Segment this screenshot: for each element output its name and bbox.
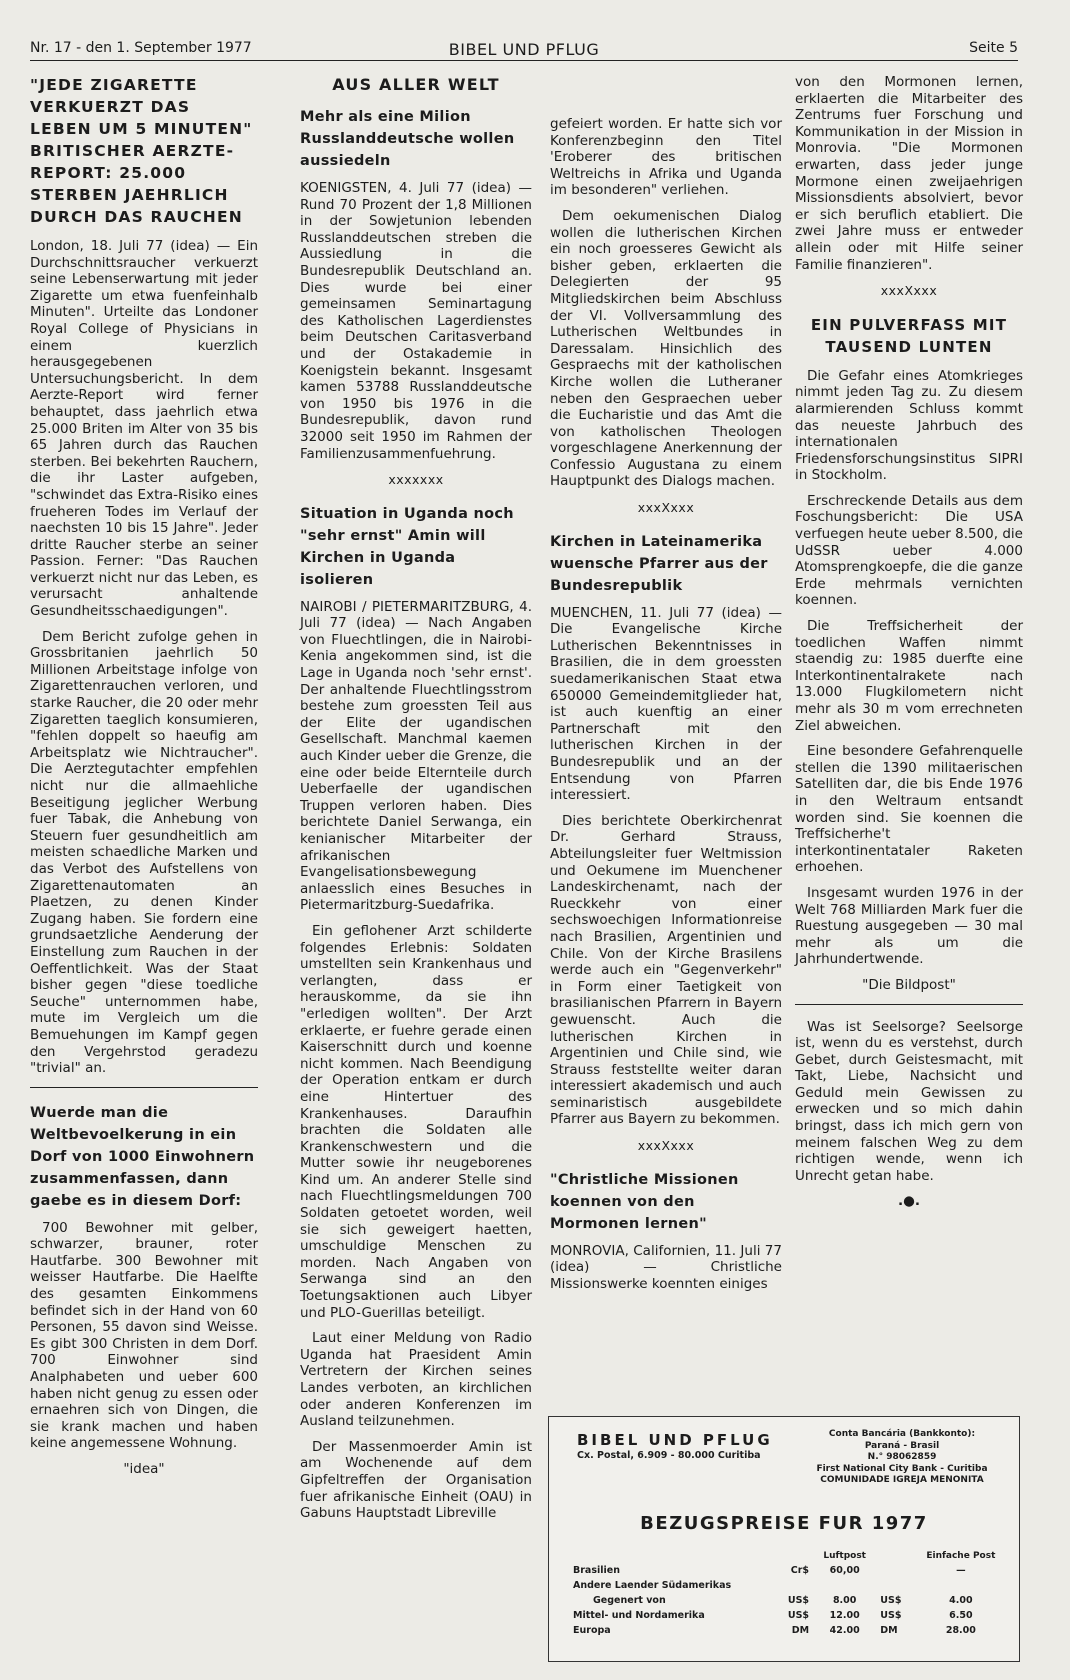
article-paragraph: Ein geflohener Arzt schilderte folgendes Erlebnis: Soldaten umstellten sein Krankenhaus und verlangten, dass er herauskomme, da sie ihn "erledigen wollten". Der Arzt erklaerte, er fuehre gerade einen Kaiserschnitt durch und koenne nicht kommen. Nach Beendigung der Operation entkam er durch eine Hintertuer des Krankenhauses. Daraufhin brachten die Soldaten alle Krankenschwestern und die Mutter sowie ihr neugeborenes Kind um. An anderer Stelle sind nach Fluechtlingsmeldungen 700 Soldaten getoetet worden, weil sie sich geweigert haetten, umschuldige Menschen zu morden. Nach Angaben von Serwanga sind an den Toetungsaktionen auch Libyer und PLO-Guerillas beteiligt. bbox=[300, 922, 532, 1321]
column-1 bbox=[30, 74, 258, 1478]
price-title: BEZUGSPREISE FUR 1977 bbox=[640, 1513, 928, 1534]
bank-line: Paraná - Brasil bbox=[864, 1440, 940, 1451]
article-paragraph: Dies berichtete Oberkirchenrat Dr. Gerhard Strauss, Abteilungsleiter fuer Weltmission und Oekumene im Muenchener Landeskirchenamt, nach der Rueckkehr von einer sechswoechigen Informationreise nach Brasilien, Argentinien und Chile. Von der Kirche Brasilens werde auch ein "Gegenverkehr" in Form einer Taetigkeit von brasilianischen Pfarrern in Bayern gewuenscht. Auch die lutherischen Kirchen in Argentinien und Chile sind, wie Strauss feststellte weiter daran interessiert akademisch und auch seminaristisch ausgebildete Pfarrer aus Bayern zu bekommen. bbox=[550, 812, 782, 1128]
subscription-box bbox=[548, 1416, 1020, 1662]
price-air: 60,00 bbox=[829, 1565, 860, 1576]
currency: DM bbox=[880, 1625, 898, 1636]
article-paragraph: Dem oekumenischen Dialog wollen die lutherischen Kirchen ein noch groesseres Gewicht als bisher geben, erklaerten die Delegierten der 95 Mitgliedskirchen beim Abschluss der VI. Vollversammlung des Lutherischen Weltbundes in Daressalam. Hinsichlich des Gespraechs mit der katholischen Kirche wollen die Lutheraner neben den Gespraechen ueber die Eucharistie und das Amt die von katholischen Theologen vorgeschlagene Anerkennung der Confessio Augustana zu einem Hauptpunkt des Dialogs machen. bbox=[550, 207, 782, 490]
price-table bbox=[569, 1549, 1009, 1638]
issue-date: Nr. 17 - den 1. September 1977 bbox=[30, 40, 252, 56]
article-paragraph: von den Mormonen lernen, erklaerten die Mitarbeiter des Zentrums fuer Forschung und Kommunikation in der Mission in Monrovia. "Die Mormonen erwarten, dass jeder junge Mormone einen zweijaehrigen Missionsdients absolviert, bevor er sich beruflich etabliert. Die zwei Jahre muss er entweder allein oder mit Hilfe seiner Familie finanzieren". bbox=[795, 74, 1023, 273]
price-surface: 6.50 bbox=[949, 1610, 973, 1621]
headline-pulverfass: EIN PULVERFASS MIT TAUSEND LUNTEN bbox=[810, 315, 1008, 356]
article-paragraph: Insgesamt wurden 1976 in der Welt 768 Milliarden Mark fuer die Ruestung ausgegeben — 30 mal mehr als um die Jahrhundertwende. bbox=[795, 884, 1023, 968]
price-air: 12.00 bbox=[829, 1610, 860, 1621]
article-paragraph: MONROVIA, Californien, 11. Juli 77 (idea) — Christliche Missionswerke koennten einiges bbox=[550, 1242, 782, 1292]
article-paragraph: London, 18. Juli 77 (idea) — Ein Durchschnittsraucher verkuerzt seine Lebenserwartung mit jeder Zigarette um etwa fuenfeinhalb Minuten". Urteilte das Londoner Royal College of Physicians in einem kuerzlich herausgegebenen Untersuchungsbericht. In dem Aerzte-Report wird ferner behauptet, dass jaehrlich etwa 25.000 Briten im Alter von 35 bis 65 Jahren durch das Rauchen sterben. Bei bekehrten Rauchern, die ihr Laster aufgeben, "schwindet das Extra-Risiko eines frueheren Todes im Verlauf der naechsten 10 bis 15 Jahre". Jeder dritte Raucher sterbe an seiner Passion. Ferner: "Das Rauchen verkuerzt nicht nur das Leben, es verursacht anhaltende Gesundheitsschaedigungen". bbox=[30, 238, 258, 620]
currency: US$ bbox=[787, 1610, 810, 1621]
page-number: Seite 5 bbox=[969, 40, 1018, 56]
currency: US$ bbox=[880, 1595, 902, 1606]
col-surface: Einfache Post bbox=[926, 1551, 996, 1561]
headline-village: Wuerde man die Weltbevoelkerung in ein Dorf von 1000 Einwohnern zusammenfassen, dann gaebe es in diesem Dorf: bbox=[30, 1104, 255, 1209]
ornament: .●. bbox=[897, 1193, 921, 1210]
article-paragraph: Laut einer Meldung von Radio Uganda hat Praesident Amin Vertretern der Kirchen seines Landes verboten, an kirchlichen oder anderen Konferenzen im Ausland teilzunehmen. bbox=[300, 1330, 532, 1430]
currency: Cr$ bbox=[790, 1565, 810, 1576]
region-label: Mittel- und Nordamerika bbox=[573, 1610, 705, 1621]
divider bbox=[30, 1087, 258, 1088]
article-paragraph: Die Gefahr eines Atomkrieges nimmt jeden Tag zu. Zu diesem alarmierenden Schluss kommt das neueste Jahrbuch des internationalen Friedensforschungsinstitus SIPRI in Stockholm. bbox=[795, 367, 1023, 484]
currency bbox=[876, 1578, 912, 1593]
currency: US$ bbox=[787, 1595, 810, 1606]
article-paragraph: Der Massenmoerder Amin ist am Wochenende auf dem Gipfeltreffen der Organisation fuer afrikanische Einheit (OAU) in Gabuns Hauptstadt Libreville bbox=[300, 1438, 532, 1522]
ad-bank-info bbox=[797, 1429, 1007, 1487]
separator: xxxXxxx bbox=[880, 283, 938, 299]
article-paragraph: Die Treffsicherheit der toedlichen Waffen nimmt staendig zu: 1985 duerfte eine Interkontinentalrakete nach 13.000 Flugkilometern nicht mehr als 30 m vom errechneten Ziel abweichen. bbox=[795, 618, 1023, 734]
newspaper-title: BIBEL UND PFLUG bbox=[448, 40, 600, 59]
article-paragraph: KOENIGSTEN, 4. Juli 77 (idea) — Rund 70 Prozent der 1,8 Millionen in der Sowjetunion lebenden Russlanddeutschen streben die Aussiedlung in die Bundesrepublik Deutschland an. Dies wurde bei einer gemeinsamen Seminartagung des Katholischen Lagerdienstes beim Deutschen Caritasverband und der Ostakademie in Koenigstein bekannt. Insgesamt kamen 53788 Russlanddeutsche von 1950 bis 1976 in die Bundesrepublik, davon rund 32000 seit 1950 im Rahmen der Familienzusammenfuehrung. bbox=[300, 180, 532, 462]
headline-lateinamerika: Kirchen in Lateinamerika wuensche Pfarrer aus der Bundesrepublik bbox=[550, 533, 768, 594]
headline-smoking: "JEDE ZIGARETTE VERKUERZT DAS LEBEN UM 5 MINUTEN" BRITISCHER AERZTE-REPORT: 25.000 STERBEN JAEHRLICH DURCH DAS RAUCHEN bbox=[30, 76, 253, 226]
price-row bbox=[569, 1608, 1009, 1623]
price-surface: 28.00 bbox=[945, 1625, 976, 1636]
headline-russlanddeutsche: Mehr als eine Milion Russlanddeutsche wollen aussiedeln bbox=[300, 109, 515, 169]
article-paragraph: MUENCHEN, 11. Juli 77 (idea) — Die Evangelische Kirche Lutherischen Bekenntnisses in Brasilien, die in dem groessten suedamerikanischen Staat etwa 650000 Gemeindemitglieder hat, ist auch kuenftig an einer Partnerschaft mit den lutherischen Kirchen in der Bundesrepublik und an der Entsendung von Pfarren interessiert. bbox=[550, 604, 782, 804]
source-signature: "Die Bildpost" bbox=[862, 976, 956, 993]
region-label: Andere Laender Südamerikas bbox=[573, 1580, 732, 1591]
currency bbox=[777, 1578, 813, 1593]
price-row bbox=[569, 1593, 1009, 1608]
bank-line: Conta Bancária (Bankkonto): bbox=[828, 1429, 976, 1439]
region-label: Brasilien bbox=[573, 1565, 620, 1576]
article-paragraph: gefeiert worden. Er hatte sich vor Konferenzbeginn den Titel 'Eroberer des britischen Weltreichs in Afrika und Uganda im besonderen" verliehen. bbox=[550, 116, 782, 199]
price-row bbox=[569, 1623, 1009, 1638]
column-3 bbox=[550, 74, 782, 1301]
price-surface: — bbox=[956, 1565, 966, 1576]
price-air bbox=[813, 1578, 876, 1593]
currency bbox=[876, 1563, 912, 1578]
price-row bbox=[569, 1563, 1009, 1578]
region-label: Gegenert von bbox=[593, 1595, 666, 1606]
price-air: 8.00 bbox=[832, 1595, 857, 1606]
ad-brand: BIBEL UND PFLUG bbox=[577, 1431, 773, 1449]
column-2 bbox=[300, 74, 532, 1531]
bank-line: N.° 98062859 bbox=[867, 1452, 937, 1462]
price-air: 42.00 bbox=[829, 1625, 860, 1636]
divider bbox=[795, 1004, 1023, 1005]
article-paragraph: Was ist Seelsorge? Seelsorge ist, wenn du es verstehst, durch Gebet, durch Geistesmacht, mit Takt, Liebe, Nachsicht und Geduld mein Gewissen zu erwecken und so mich dahin bringst, dass ich mich gern von meinem falschen Weg zu dem richtigen wende, wenn ich Unrecht getan habe. bbox=[795, 1018, 1023, 1184]
article-paragraph: Dem Bericht zufolge gehen in Grossbritanien jaehrlich 50 Millionen Arbeitstage infolge von Zigarettenrauchen verloren, und starke Raucher, die 20 oder mehr Zigaretten taeglich konsumieren, "fehlen doppelt so haeufig am Arbeitsplatz wie Nichtraucher". Die Aerztegutachter empfehlen nicht nur die allmaehliche Beseitigung jeglicher Werbung fuer Tabak, die Anhebung von Steuern fuer gesundheitlich am meisten schaedliche Marken und das Verbot des Aufstellens von Zigarettenautomaten an Plaetzen, zu denen Kinder Zugang haben. Sie fordern eine grundsaetzliche Aenderung der Einstellung zum Rauchen in der Oeffentlichkeit. Was der Staat bisher gegen "diese toedliche Seuche" unternommen habe, mute im Vergleich um die Bemuehungen im Kampf gegen den Vergehrstod geradezu "trivial" an. bbox=[30, 628, 258, 1077]
article-paragraph: Eine besondere Gefahrenquelle stellen die 1390 militaerischen Satelliten dar, die bis Ende 1976 in den Weltraum entsandt worden sind. Sie koennen die Treffsicherhe't interkontinentataler Raketen erhoehen. bbox=[795, 743, 1023, 876]
bank-line: COMUNIDADE IGREJA MENONITA bbox=[820, 1475, 984, 1485]
col-airmail: Luftpost bbox=[823, 1551, 866, 1561]
separator: xxxxxxx bbox=[388, 472, 444, 488]
region-label: Europa bbox=[573, 1625, 611, 1636]
separator: xxxXxxx bbox=[637, 500, 695, 516]
page-header bbox=[30, 38, 1018, 61]
headline-uganda: Situation in Uganda noch "sehr ernst" Amin will Kirchen in Uganda isolieren bbox=[300, 505, 514, 588]
source-signature: "idea" bbox=[123, 1461, 165, 1477]
article-paragraph: 700 Bewohner mit gelber, schwarzer, brauner, roter Hautfarbe. 300 Bewohner mit weisser Hautfarbe. Die Haelfte des gesamten Einkommens befindet sich in der Hand von 60 Personen, 55 davon sind Weisse. Es gibt 300 Christen in dem Dorf. 700 Einwohner sind Analphabeten und ueber 600 haben nicht genug zu essen oder ernaehren sich von Dingen, die sie krank machen und haben keine angemessene Wohnung. bbox=[30, 1219, 258, 1452]
headline-mormonen: "Christliche Missionen koennen von den Mormonen lernen" bbox=[550, 1171, 739, 1232]
separator: xxxXxxx bbox=[637, 1138, 695, 1154]
bank-line: First National City Bank - Curitiba bbox=[816, 1463, 988, 1474]
column-4 bbox=[795, 74, 1023, 1210]
ad-postbox: Cx. Postal, 6.909 - 80.000 Curitiba bbox=[577, 1450, 761, 1461]
price-surface bbox=[913, 1578, 1009, 1593]
currency: DM bbox=[791, 1625, 810, 1636]
price-row bbox=[569, 1578, 1009, 1593]
section-title: AUS ALLER WELT bbox=[332, 75, 500, 94]
currency: US$ bbox=[880, 1610, 902, 1621]
article-paragraph: NAIROBI / PIETERMARITZBURG, 4. Juli 77 (idea) — Nach Angaben von Fluechtlingen, die in Nairobi-Kenia angekommen sind, ist die Lage in Uganda noch 'sehr ernst'. Der anhaltende Fluechtlingsstrom bestehe zum groessten Teil aus der Elite der ugandischen Gesellschaft. Manchmal kaemen auch Kinder ueber die Grenze, die eine oder beide Elternteile durch Ueberfaelle der ugandischen Truppen verloren haben. Dies berichtete Daniel Serwanga, ein kenianischer Mitarbeiter der afrikanischen Evangelisationsbewegung anlaesslich eines Besuches in Pietermaritzburg-Suedafrika. bbox=[300, 598, 532, 914]
price-surface: 4.00 bbox=[949, 1595, 973, 1606]
price-header-row bbox=[569, 1549, 1009, 1563]
article-paragraph: Erschreckende Details aus dem Foschungsbericht: Die USA verfuegen heute ueber 8.500, die UdSSR ueber 4.000 Atomsprengkoepfe, die die ganze Erde mehrmals vernichten koennen. bbox=[795, 492, 1023, 609]
